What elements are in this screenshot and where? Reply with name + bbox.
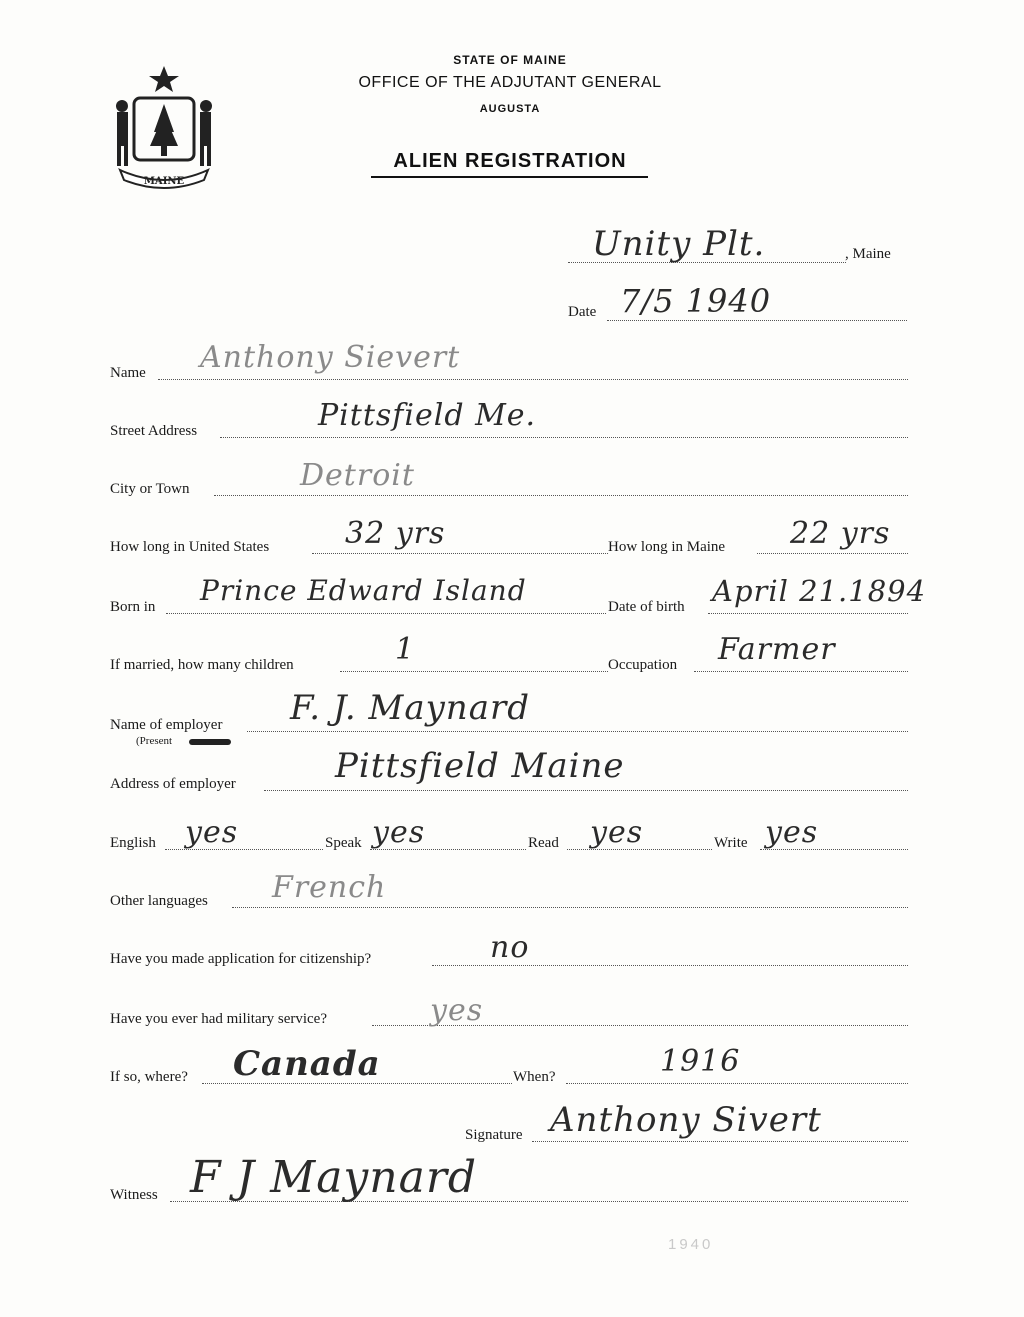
military-value: yes (430, 993, 484, 1028)
write-value: yes (765, 815, 819, 850)
employer-sublabel: (Present (136, 735, 173, 747)
read-value: yes (590, 815, 644, 850)
when-value: 1916 (660, 1044, 741, 1079)
when-line (566, 1083, 908, 1084)
date-label: Date (568, 304, 597, 320)
how-long-us-line (312, 553, 608, 554)
employer-address-value: Pittsfield Maine (335, 746, 625, 786)
how-long-maine-value: 22 yrs (790, 516, 891, 551)
signature-label: Signature (465, 1127, 523, 1143)
title-underline (371, 176, 648, 178)
citizenship-line (432, 965, 908, 966)
military-label: Have you ever had military service? (110, 1011, 327, 1027)
occupation-label: Occupation (608, 657, 678, 673)
office-heading: OFFICE OF THE ADJUTANT GENERAL (358, 74, 662, 91)
born-in-line (166, 613, 606, 614)
when-label: When? (513, 1069, 556, 1085)
name-label: Name (110, 365, 146, 381)
dob-line (708, 613, 908, 614)
where-label: If so, where? (110, 1069, 188, 1085)
speak-value: yes (372, 815, 426, 850)
write-label: Write (714, 835, 748, 851)
city-line (214, 495, 908, 496)
how-long-maine-line (757, 553, 908, 554)
read-label: Read (528, 835, 559, 851)
children-line (340, 671, 608, 672)
employer-label: Name of employer (110, 717, 223, 733)
citizenship-value: no (490, 930, 530, 965)
signature-value: Anthony Sivert (550, 1100, 822, 1140)
received-stamp: 1940 (668, 1236, 714, 1253)
street-line (220, 437, 908, 438)
speak-label: Speak (325, 835, 362, 851)
city-heading: AUGUSTA (479, 103, 541, 115)
employer-address-line (264, 790, 908, 791)
city-label: City or Town (110, 481, 190, 497)
other-languages-line (232, 907, 908, 908)
occupation-line (694, 671, 908, 672)
dob-label: Date of birth (608, 599, 685, 615)
town-value: Unity Plt. (592, 224, 766, 264)
name-line (158, 379, 908, 380)
english-label: English (110, 835, 156, 851)
employer-line (247, 731, 908, 732)
date-line (607, 320, 907, 321)
date-value: 7/5 1940 (620, 282, 772, 320)
witness-label: Witness (110, 1187, 158, 1203)
employer-address-label: Address of employer (110, 776, 236, 792)
occupation-value: Farmer (718, 632, 836, 667)
maine-state-seal-icon (110, 62, 218, 192)
english-value: yes (185, 815, 239, 850)
street-label: Street Address (110, 423, 198, 439)
how-long-us-label: How long in United States (110, 539, 270, 555)
city-value: Detroit (300, 458, 415, 493)
where-value: Canada (233, 1044, 381, 1084)
form-title: ALIEN REGISTRATION (393, 150, 627, 172)
state-heading: STATE OF MAINE (453, 53, 567, 67)
citizenship-label: Have you made application for citizenship? (110, 951, 372, 967)
signature-line (532, 1141, 908, 1142)
maine-label: , Maine (845, 246, 891, 262)
other-languages-value: French (272, 870, 387, 905)
struck-out-text (189, 739, 231, 745)
dob-value: April 21.1894 (712, 574, 927, 608)
born-in-label: Born in (110, 599, 156, 615)
svg-text:MAINE: MAINE (143, 176, 185, 187)
how-long-maine-label: How long in Maine (608, 539, 726, 555)
children-label: If married, how many children (110, 657, 294, 673)
employer-value: F. J. Maynard (290, 688, 530, 728)
witness-value: F J Maynard (190, 1152, 478, 1203)
name-value: Anthony Sievert (200, 340, 461, 375)
other-languages-label: Other languages (110, 893, 208, 909)
children-value: 1 (395, 632, 416, 667)
born-in-value: Prince Edward Island (200, 574, 527, 607)
street-value: Pittsfield Me. (318, 398, 537, 433)
how-long-us-value: 32 yrs (345, 516, 446, 551)
